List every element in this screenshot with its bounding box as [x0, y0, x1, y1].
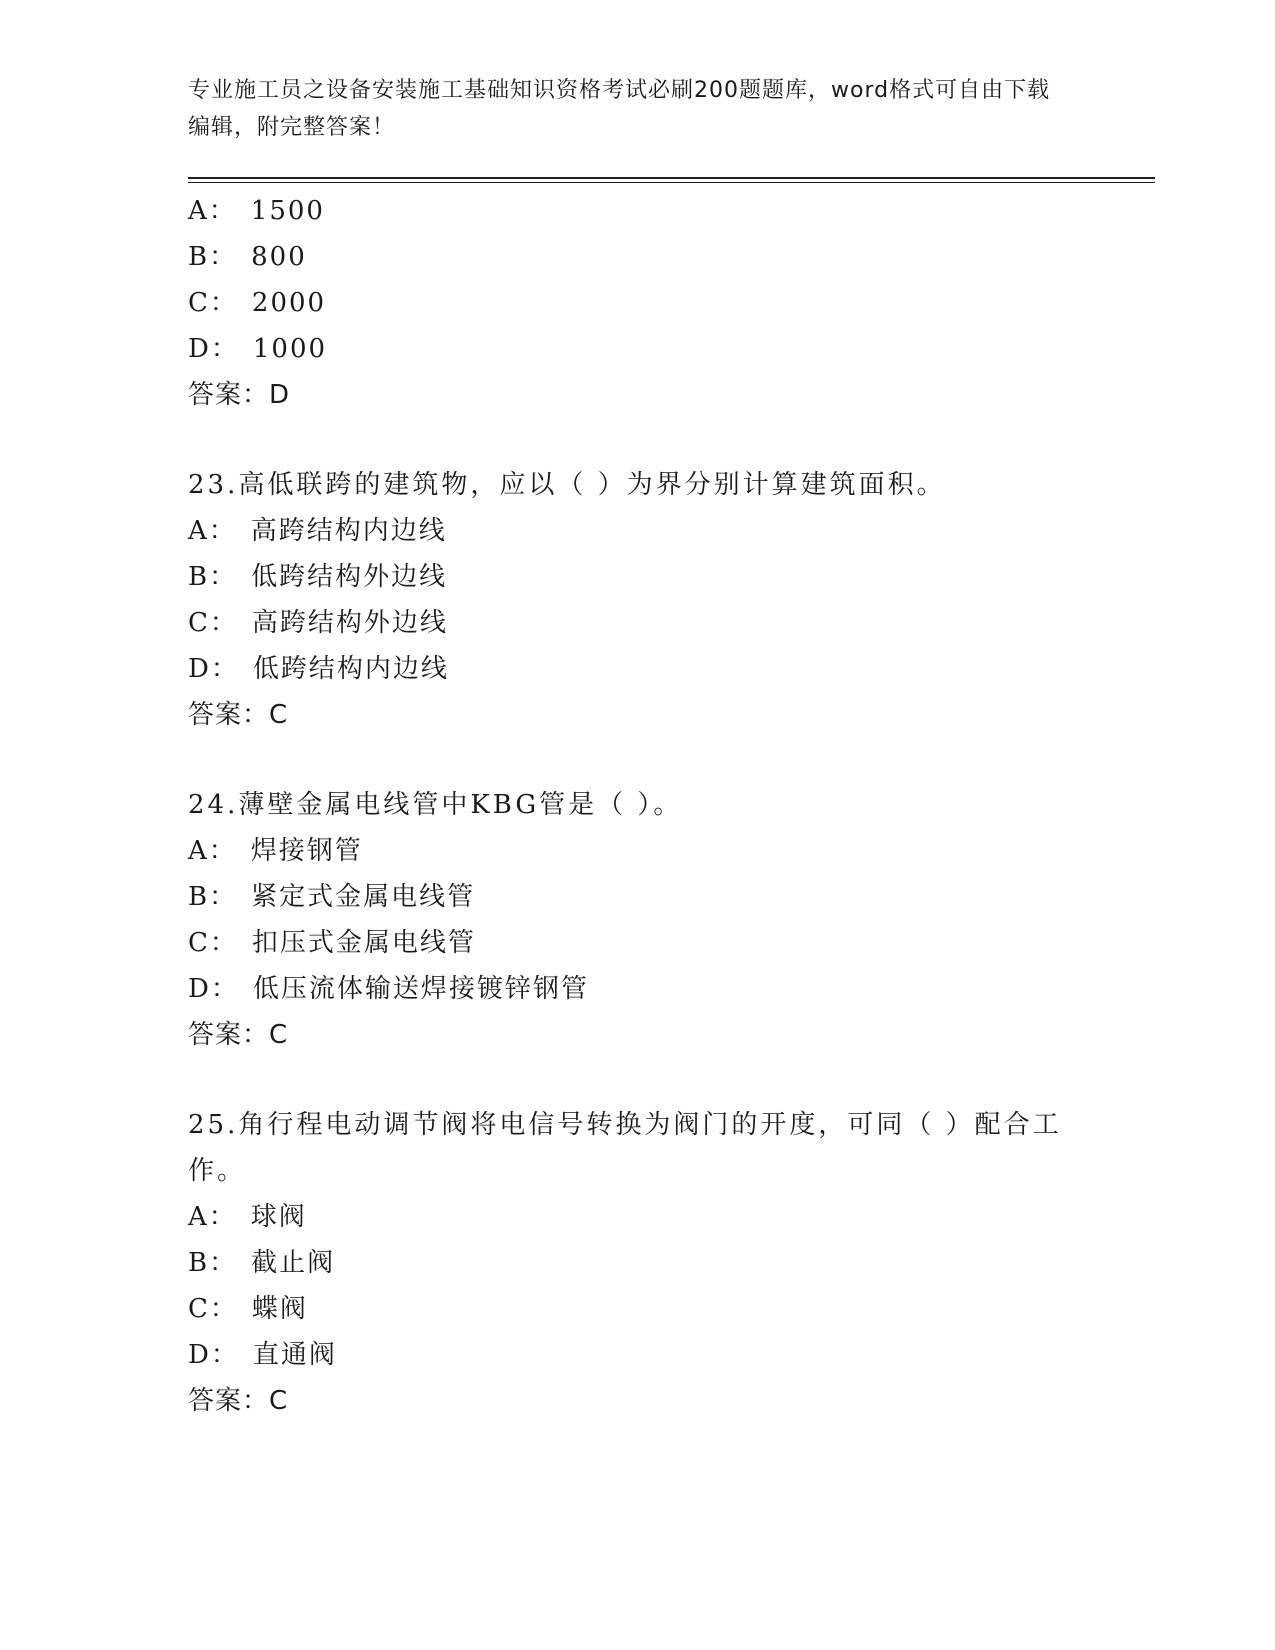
answer-label: 答案：D: [188, 380, 291, 410]
document-title: 专业施工员之设备安装施工基础知识资格考试必刷200题题库，word格式可自由下载编辑，附完整答案！: [188, 78, 1051, 140]
option-a: A： 焊接钢管: [188, 836, 363, 866]
answer-label: 答案：C: [188, 700, 289, 730]
option-a: A： 高跨结构内边线: [188, 516, 447, 546]
option-c: C： 蝶阀: [188, 1294, 308, 1324]
answer-label: 答案：C: [188, 1020, 289, 1050]
option-a: A： 1500: [188, 196, 325, 226]
option-c: C： 高跨结构外边线: [188, 608, 448, 638]
answer-label: 答案：C: [188, 1386, 289, 1416]
question-stem: 23.高低联跨的建筑物，应以（ ）为界分别计算建筑面积。: [188, 470, 946, 500]
option-b: B： 截止阀: [188, 1248, 336, 1278]
header-rule-thick: [188, 177, 1155, 179]
question-stem: 25.角行程电动调节阀将电信号转换为阀门的开度，可同（ ）配合工作。: [188, 1110, 1062, 1186]
document-header: [188, 72, 1068, 146]
option-b: B： 低跨结构外边线: [188, 562, 448, 592]
question-stem: 24.薄壁金属电线管中KBG管是（ ）。: [188, 790, 683, 820]
option-d: D： 直通阀: [188, 1340, 337, 1370]
header-rule-thin: [188, 182, 1155, 183]
question-23: [188, 462, 1068, 738]
option-b: B： 800: [188, 242, 307, 272]
option-d: D： 低跨结构内边线: [188, 654, 449, 684]
question-25: [188, 1102, 1068, 1424]
option-c: C： 2000: [188, 288, 327, 318]
option-b: B： 紧定式金属电线管: [188, 882, 476, 912]
question-list: [188, 188, 1068, 1424]
question-22: [188, 188, 1068, 418]
question-24: [188, 782, 1068, 1058]
option-c: C： 扣压式金属电线管: [188, 928, 476, 958]
option-d: D： 低压流体输送焊接镀锌钢管: [188, 974, 589, 1004]
option-d: D： 1000: [188, 334, 328, 364]
option-a: A： 球阀: [188, 1202, 307, 1232]
